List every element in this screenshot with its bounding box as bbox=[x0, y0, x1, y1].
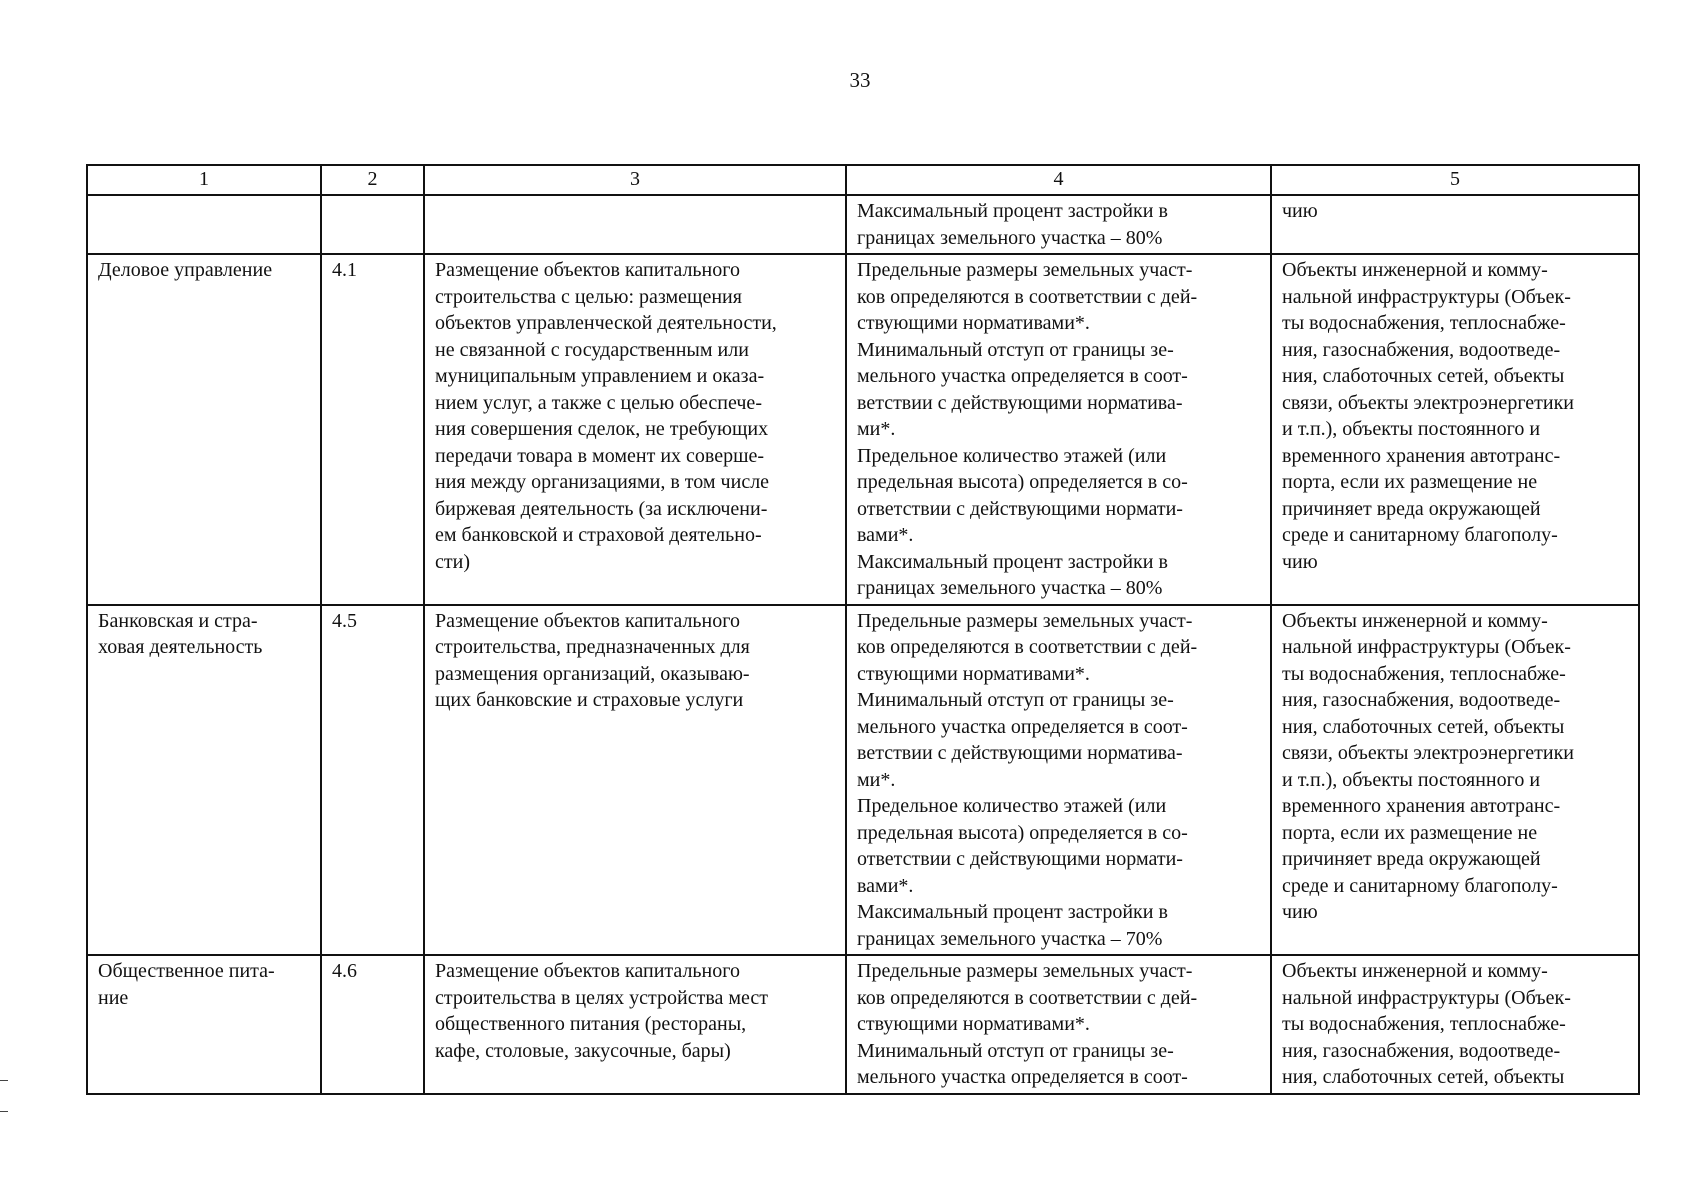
zoning-table bbox=[86, 164, 1640, 1095]
use-code-cell: 4.5 bbox=[321, 605, 424, 956]
parameters-cell: Предельные размеры земельных участ- ков определяются в соответствии с дей- ствующими нормативами*. Минимальный отступ от границы зе- мельного участка определяется в соот- ветствии с действующими норматива- ми*. Предельное количество этажей (или предельная высота) определяется в со- ответствии с действующими нормати- вами*. Максимальный процент застройки в границах земельного участка – 70% bbox=[846, 605, 1271, 956]
use-description-cell: Размещение объектов капитального строительства, предназначенных для размещения организаций, оказываю- щих банковские и страховые услуги bbox=[424, 605, 846, 956]
table-row bbox=[87, 605, 1639, 956]
use-type-cell bbox=[87, 195, 321, 254]
table-row bbox=[87, 195, 1639, 254]
table-row bbox=[87, 955, 1639, 1094]
use-code-cell: 4.6 bbox=[321, 955, 424, 1094]
use-type-cell: Общественное пита- ние bbox=[87, 955, 321, 1094]
use-description-cell: Размещение объектов капитального строительства в целях устройства мест общественного питания (рестораны, кафе, столовые, закусочные, бары) bbox=[424, 955, 846, 1094]
auxiliary-uses-cell: чию bbox=[1271, 195, 1639, 254]
use-code-cell: 4.1 bbox=[321, 254, 424, 605]
use-type-cell: Деловое управление bbox=[87, 254, 321, 605]
use-description-cell: Размещение объектов капитального строительства с целью: размещения объектов управленческой деятельности, не связанной с государственным или муниципальным управлением и оказа- нием услуг, а также с целью обеспече- ния совершения сделок, не требующих передачи товара в момент их соверше- ния между организациями, в том числе биржевая деятельность (за исключени- ем банковской и страховой деятельно- сти) bbox=[424, 254, 846, 605]
parameters-cell: Предельные размеры земельных участ- ков определяются в соответствии с дей- ствующими нормативами*. Минимальный отступ от границы зе- мельного участка определяется в соот- ветствии с действующими норматива- ми*. Предельное количество этажей (или предельная высота) определяется в со- ответствии с действующими нормати- вами*. Максимальный процент застройки в границах земельного участка – 80% bbox=[846, 254, 1271, 605]
table-row bbox=[87, 254, 1639, 605]
column-header: 1 bbox=[87, 165, 321, 195]
parameters-cell: Максимальный процент застройки в границах земельного участка – 80% bbox=[846, 195, 1271, 254]
column-header: 4 bbox=[846, 165, 1271, 195]
auxiliary-uses-cell: Объекты инженерной и комму- нальной инфраструктуры (Объек- ты водоснабжения, теплоснабже- ния, газоснабжения, водоотведе- ния, слаботочных сетей, объекты связи, объекты электроэнергетики и т.п.), объекты постоянного и временного хранения автотранс- порта, если их размещение не причиняет вреда окружающей среде и санитарному благополу- чию bbox=[1271, 254, 1639, 605]
auxiliary-uses-cell: Объекты инженерной и комму- нальной инфраструктуры (Объек- ты водоснабжения, теплоснабже- ния, газоснабжения, водоотведе- ния, слаботочных сетей, объекты bbox=[1271, 955, 1639, 1094]
page-number: 33 bbox=[849, 68, 871, 92]
margin-tick bbox=[0, 1080, 8, 1081]
column-header: 5 bbox=[1271, 165, 1639, 195]
use-type-cell: Банковская и стра- ховая деятельность bbox=[87, 605, 321, 956]
scan-margin-marks bbox=[0, 1080, 8, 1142]
parameters-cell: Предельные размеры земельных участ- ков определяются в соответствии с дей- ствующими нормативами*. Минимальный отступ от границы зе- мельного участка определяется в соот- bbox=[846, 955, 1271, 1094]
column-header: 2 bbox=[321, 165, 424, 195]
use-code-cell bbox=[321, 195, 424, 254]
table-header-row bbox=[87, 165, 1639, 195]
use-description-cell bbox=[424, 195, 846, 254]
auxiliary-uses-cell: Объекты инженерной и комму- нальной инфраструктуры (Объек- ты водоснабжения, теплоснабже- ния, газоснабжения, водоотведе- ния, слаботочных сетей, объекты связи, объекты электроэнергетики и т.п.), объекты постоянного и временного хранения автотранс- порта, если их размещение не причиняет вреда окружающей среде и санитарному благополу- чию bbox=[1271, 605, 1639, 956]
column-header: 3 bbox=[424, 165, 846, 195]
margin-tick bbox=[0, 1111, 8, 1112]
